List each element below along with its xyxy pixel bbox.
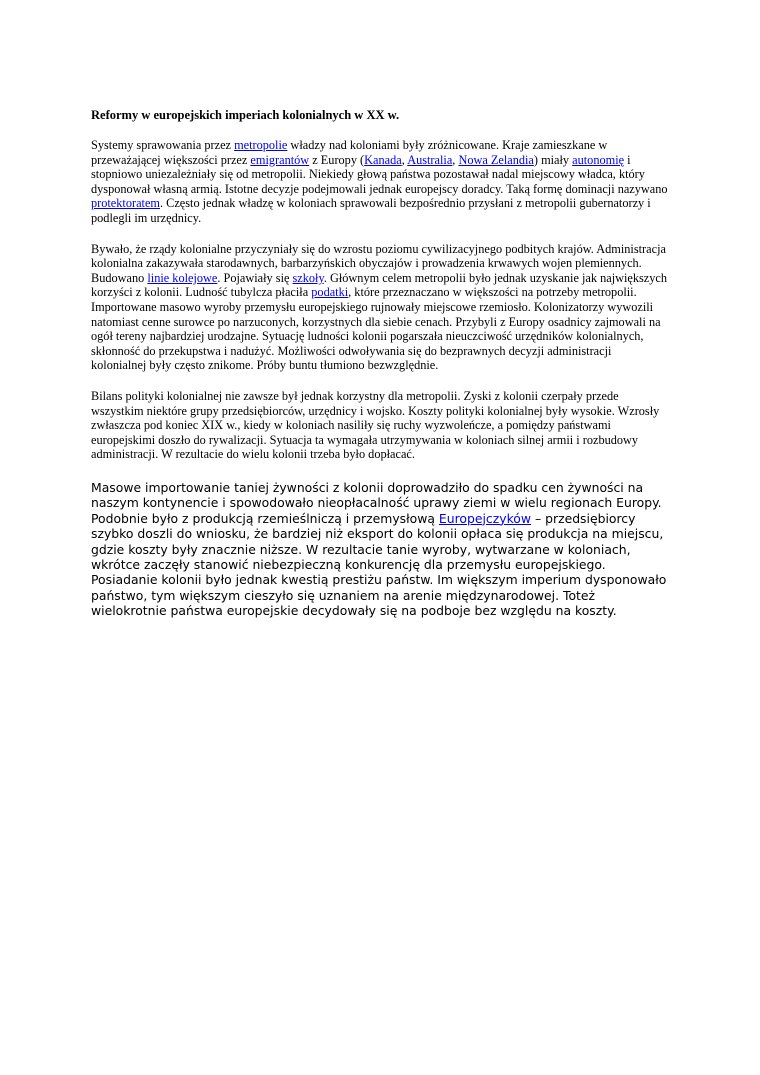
- paragraph-1: [91, 138, 669, 226]
- link-protektoratem[interactable]: protektoratem: [91, 196, 160, 211]
- text-run: . Głównym celem metropolii było jednak uzyskanie jak największych korzyści z kolonii. Ludność tubylcza płaciła: [91, 270, 668, 300]
- document-title: Reformy w europejskich imperiach kolonialnych w XX w.: [91, 108, 400, 122]
- paragraph-4: [91, 480, 669, 619]
- link-nowa-zelandia[interactable]: Nowa Zelandia: [458, 152, 534, 167]
- text-run: ,: [401, 152, 408, 167]
- text-run: Bilans polityki kolonialnej nie zawsze był jednak korzystny dla metropolii. Zyski z kolonii czerpały przede wszystkim niektóre grupy przedsiębiorców, urzędnicy i wojsko. Koszty polityki kolonialnej były wysokie. Wzrosły zwłaszcza pod koniec XIX w., kiedy w koloniach nasiliły się ruchy wyzwoleńcze, a pomiędzy państwami europejskimi doszło do rywalizacji. Sytuacja ta wymagała utrzymywania w koloniach silnej armii i rozbudowy administracji. W rezultacie do wielu kolonii trzeba było dopłacać.: [91, 388, 660, 462]
- text-run: . Często jednak władzę w koloniach sprawowali bezpośrednio przysłani z metropolii gubernatorzy i podlegli im urzędnicy.: [91, 196, 651, 225]
- text-run: Bywało, że rządy kolonialne przyczyniały się do wzrostu poziomu cywilizacyjnego podbitych krajów. Administracja kolonialna zakazywała starodawnych, barbarzyńskich obyczajów i prowadzenia krwawych wojen plemiennych. Budowano: [91, 241, 666, 285]
- paragraph-2: [91, 242, 669, 373]
- link-szkoly[interactable]: szkoły: [292, 270, 324, 285]
- text-run: ) miały: [533, 152, 573, 167]
- text-run: – przedsiębiorcy szybko doszli do wniosku, że bardziej niż eksport do kolonii opłaca się produkcja na miejscu, gdzie koszty były znacznie niższe. W rezultacie tanie wyroby, wytwarzane w koloniach, wkrótce zaczęły stanowić niebezpieczną konkurencję dla przemysłu europejskiego. Posiadanie kolonii było jednak kwestią prestiżu państw. Im większym imperium dysponowało państwo, tym większym cieszyło się uznaniem na arenie międzynarodowej. Toteż wielokrotnie państwa europejskie decydowały się na podboje bez względu na koszty.: [91, 510, 667, 619]
- link-emigrantow[interactable]: emigrantów: [250, 152, 310, 167]
- link-australia[interactable]: Australia: [407, 152, 453, 167]
- text-run: władzy nad koloniami były zróżnicowane. Kraje zamieszkane w przeważającej większości przez: [91, 138, 608, 167]
- text-run: i stopniowo uniezależniały się od metropolii. Niekiedy głową państwa pozostawał nadal miejscowy władca, który dysponował własną armią. Istotne decyzje podejmowali jednak europejscy doradcy. Taką formę dominacji nazywano: [91, 152, 668, 196]
- paragraph-3: [91, 389, 669, 462]
- link-linie-kolejowe[interactable]: linie kolejowe: [147, 270, 218, 285]
- text-run: ,: [452, 152, 459, 167]
- link-podatki[interactable]: podatki: [311, 285, 349, 300]
- text-run: Systemy sprawowania przez: [91, 138, 235, 152]
- link-kanada[interactable]: Kanada: [364, 152, 402, 167]
- link-metropolie[interactable]: metropolie: [234, 138, 288, 152]
- link-autonomie[interactable]: autonomię: [572, 152, 625, 167]
- document-body: [91, 108, 669, 619]
- text-run: . Pojawiały się: [217, 270, 293, 285]
- text-run: Masowe importowanie taniej żywności z kolonii doprowadziło do spadku cen żywności na naszym kontynencie i spowodowało nieopłacalność uprawy ziemi w wielu regionach Europy. Podobnie było z produkcją rzemieślniczą i przemysłową: [91, 479, 662, 526]
- text-run: , które przeznaczano w większości na potrzeby metropolii. Importowane masowo wyroby przemysłu europejskiego rujnowały miejscowe rzemiosło. Kolonizatorzy wywozili natomiast cenne surowce po narzuconych, korzystnych dla siebie cenach. Przybyli z Europy osadnicy zajmowali na ogół tereny najbardziej urodzajne. Sytuację ludności kolonii pogarszała nieuczciwość urzędników kolonialnych, skłonność do przekupstwa i nadużyć. Możliwości odwoływania się do bezprawnych decyzji administracji kolonialnej były często znikome. Próby buntu tłumiono bezwzględnie.: [91, 285, 661, 373]
- link-europejczykow[interactable]: Europejczyków: [438, 510, 532, 526]
- text-run: z Europy (: [309, 152, 365, 167]
